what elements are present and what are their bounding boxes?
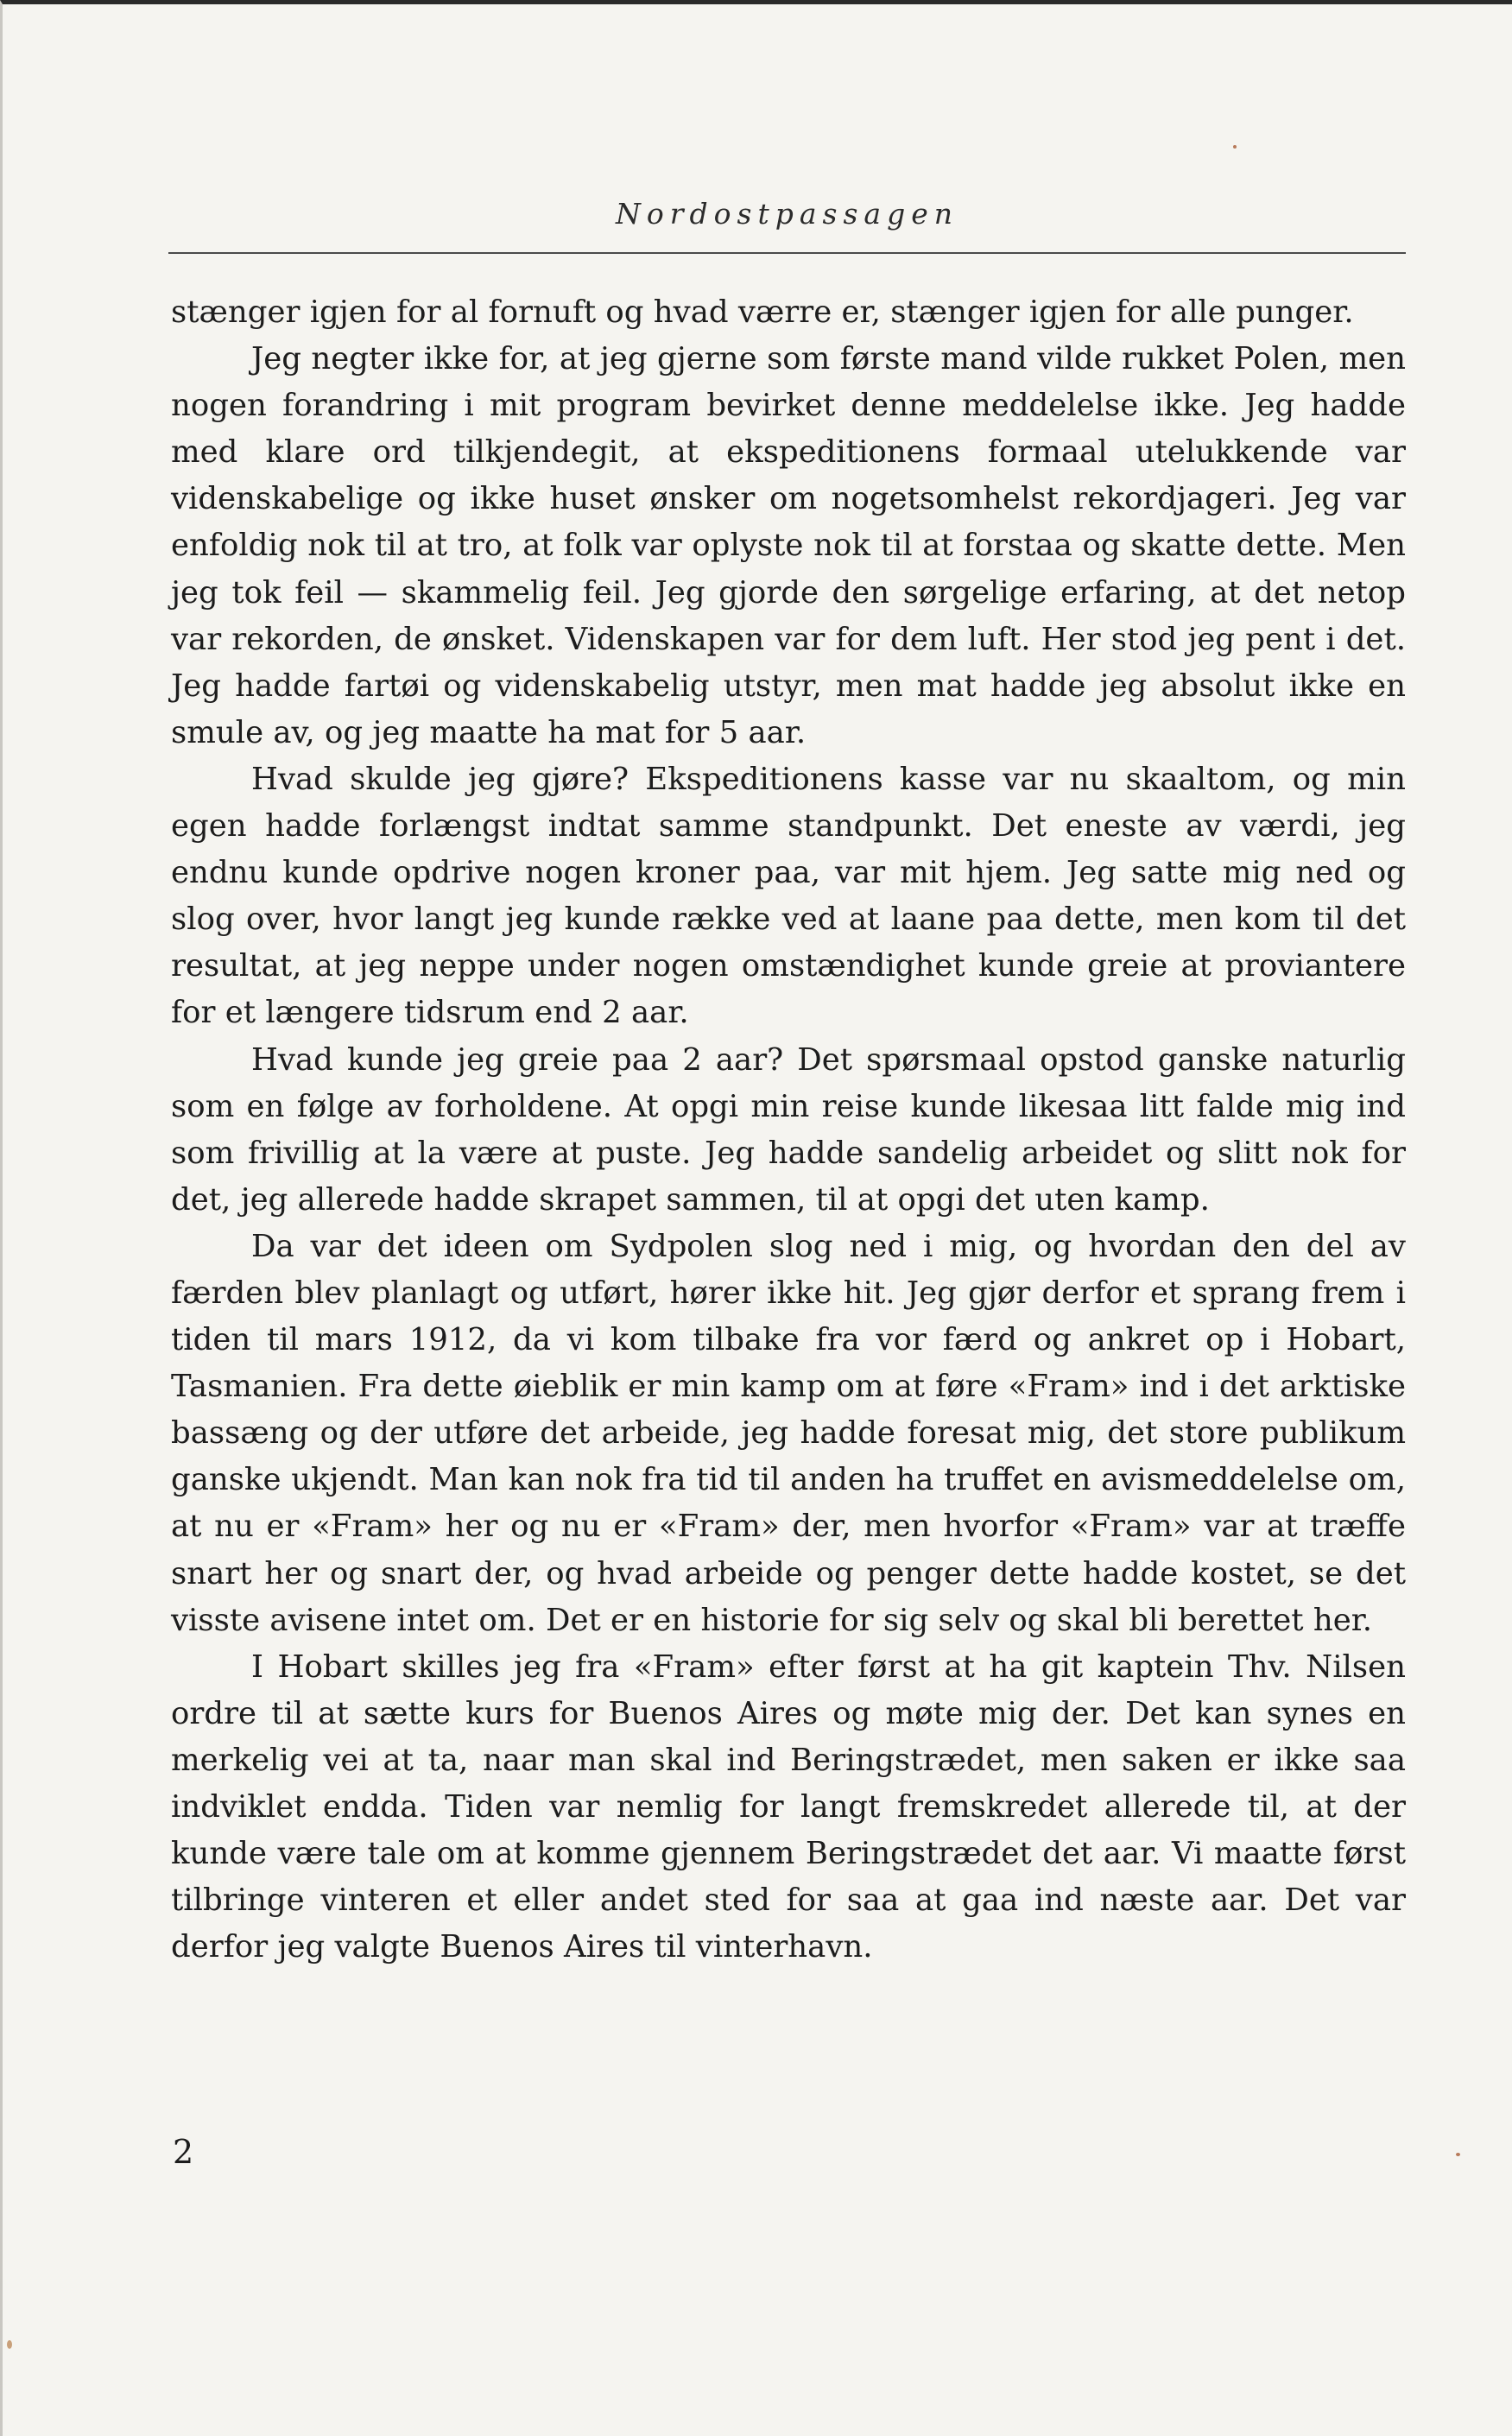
paper-speck	[7, 2340, 12, 2349]
running-title: Nordostpassagen	[616, 197, 958, 231]
paragraph: Hvad skulde jeg gjøre? Ekspeditionens kasse var nu skaaltom, og min egen hadde forlængst indtat samme standpunkt. Det eneste av værdi, jeg endnu kunde opdrive nogen kroner paa, var mit hjem. Jeg satte mig ned og slog over, hvor langt jeg kunde række ved at laane paa dette, men kom til det resultat, at jeg neppe under nogen omstændighet kunde greie at proviantere for et længere tidsrum end 2 aar.	[171, 761, 1406, 1031]
paragraph: Hvad kunde jeg greie paa 2 aar? Det spørsmaal opstod ganske naturlig som en følge av forholdene. At opgi min reise kunde likesaa litt falde mig ind som frivillig at la være at puste. Jeg hadde sandelig arbeidet og slitt nok for det, jeg allerede hadde skrapet sammen, til at opgi det uten kamp.	[171, 1041, 1406, 1218]
paragraph: I Hobart skilles jeg fra «Fram» efter først at ha git kaptein Thv. Nilsen ordre til at sætte kurs for Buenos Aires og møte mig der. Det kan synes en merkelig vei at ta, naar man skal ind Beringstrædet, men saken er ikke saa indviklet endda. Tiden var nemlig for langt fremskredet allerede til, at der kunde være tale om at komme gjennem Beringstrædet det aar. Vi maatte først tilbringe vinteren et eller andet sted for saa at gaa ind næste aar. Det var derfor jeg valgte Buenos Aires til vinterhavn.	[171, 1648, 1406, 1965]
body-text	[171, 289, 1406, 1971]
paragraph: Jeg negter ikke for, at jeg gjerne som første mand vilde rukket Polen, men nogen forandring i mit program bevirket denne meddelelse ikke. Jeg hadde med klare ord tilkjendegit, at ekspeditionens formaal utelukkende var videnskabelige og ikke huset ønsker om nogetsomhelst rekordjageri. Jeg var enfoldig nok til at tro, at folk var oplyste nok til at forstaa og skatte dette. Men jeg tok feil — skammelig feil. Jeg gjorde den sørgelige erfaring, at det netop var rekorden, de ønsket. Videnskapen var for dem luft. Her stod jeg pent i det. Jeg hadde fartøi og videnskabelig utstyr, men mat hadde jeg absolut ikke en smule av, og jeg maatte ha mat for 5 aar.	[171, 341, 1406, 750]
paragraph: stænger igjen for al fornuft og hvad værre er, stænger igjen for alle punger.	[171, 294, 1354, 330]
header-rule	[168, 252, 1406, 254]
page-number: 2	[173, 2133, 194, 2171]
paper-speck	[1456, 2153, 1460, 2156]
paragraph: Da var det ideen om Sydpolen slog ned i mig, og hvordan den del av færden blev planlagt og utført, hører ikke hit. Jeg gjør derfor et sprang frem i tiden til mars 1912, da vi kom tilbake fra vor færd og ankret op i Hobart, Tasmanien. Fra dette øieblik er min kamp om at føre «Fram» ind i det arktiske bassæng og der utføre det arbeide, jeg hadde foresat mig, det store publikum ganske ukjendt. Man kan nok fra tid til anden ha truffet en avismeddelelse om, at nu er «Fram» her og nu er «Fram» der, men hvorfor «Fram» var at træffe snart her og snart der, og hvad arbeide og penger dette hadde kostet, se det visste avisene intet om. Det er en historie for sig selv og skal bli berettet her.	[171, 1228, 1406, 1638]
paper-speck	[1233, 145, 1237, 149]
